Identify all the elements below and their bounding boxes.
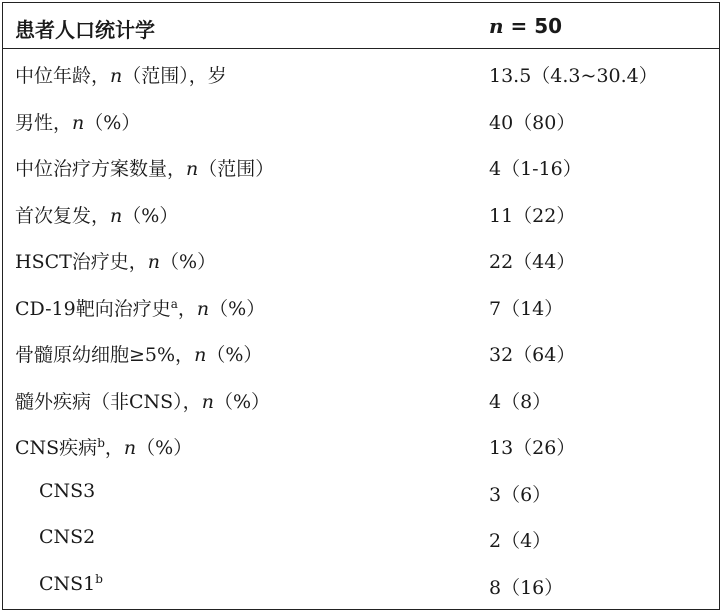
row-label — [15, 294, 265, 321]
row-value: 13.5（4.3~30.4） — [489, 65, 658, 87]
row-value: 11（22） — [489, 204, 576, 227]
table-row — [3, 98, 719, 145]
row-label — [39, 526, 95, 548]
row-label-unit: （%） — [136, 437, 193, 459]
row-value: 32（64） — [489, 344, 576, 366]
row-label-text: CNS2 — [39, 526, 96, 548]
table-body — [3, 51, 719, 609]
n-symbol: n — [110, 204, 123, 227]
n-symbol: n — [123, 437, 137, 459]
table-row — [3, 191, 719, 238]
table-row — [3, 284, 719, 331]
table-row — [3, 237, 719, 284]
n-symbol: n — [201, 390, 214, 413]
row-label — [15, 154, 274, 181]
row-label — [15, 201, 178, 228]
row-value: 22（44） — [489, 251, 576, 273]
row-label-unit: （范围），岁 — [122, 65, 227, 87]
row-label-text: 男性， — [15, 111, 73, 134]
header-label: 患者人口统计学 — [15, 18, 155, 42]
row-value: 13（26） — [489, 437, 576, 459]
row-label-unit: （范围） — [198, 158, 275, 180]
n-symbol: n — [147, 251, 161, 273]
row-label-unit: （%） — [84, 111, 141, 134]
table-row — [3, 144, 719, 191]
n-symbol: n — [110, 65, 123, 87]
n-symbol: n — [194, 344, 207, 366]
row-value: 2（4） — [489, 530, 552, 552]
table-row — [3, 563, 719, 610]
row-label — [39, 480, 95, 502]
row-value: 4（8） — [489, 390, 552, 413]
row-label-text: 髓外疾病（非CNS）， — [15, 390, 202, 413]
table-row — [3, 516, 719, 563]
row-label-unit: （%） — [206, 344, 263, 366]
row-value: 8（16） — [489, 576, 564, 599]
table-header — [3, 3, 719, 49]
row-label-text: 中位治疗方案数量， — [15, 158, 187, 180]
row-label-text: CD-19靶向治疗史 — [15, 297, 171, 320]
row-label-text: 中位年龄， — [15, 65, 111, 87]
row-label-unit: （%） — [213, 390, 270, 413]
header-n-symbol: n — [489, 14, 504, 38]
demographics-table — [2, 2, 720, 610]
row-label-text: CNS疾病 — [15, 437, 98, 459]
table-row — [3, 470, 719, 517]
table-row — [3, 377, 719, 424]
row-label-unit: （%） — [160, 251, 217, 273]
n-symbol: n — [196, 297, 210, 320]
row-label — [15, 387, 270, 414]
footnote-marker: b — [97, 436, 105, 450]
row-label-text: CNS3 — [39, 479, 96, 502]
row-label — [39, 573, 103, 595]
footnote-marker: b — [95, 571, 103, 586]
n-symbol: n — [186, 158, 199, 180]
row-label-text: CNS1 — [39, 572, 96, 595]
row-label-unit: （%） — [209, 297, 266, 320]
row-value: 7（14） — [489, 297, 564, 320]
footnote-marker: a — [170, 296, 178, 311]
row-label-unit: （%） — [122, 204, 179, 227]
header-n-value: = 50 — [503, 14, 563, 38]
table-row — [3, 51, 719, 98]
row-label — [15, 108, 140, 135]
row-value: 4（1-16） — [489, 158, 582, 180]
row-value: 40（80） — [489, 111, 576, 134]
table-row — [3, 423, 719, 470]
table-row — [3, 330, 719, 377]
row-label — [15, 61, 227, 88]
row-label-text: 首次复发， — [15, 204, 111, 227]
row-value: 3（6） — [489, 483, 552, 506]
row-label-separator: ， — [104, 437, 124, 459]
row-label — [15, 433, 192, 460]
row-label-separator: ， — [177, 297, 197, 320]
row-label — [15, 247, 216, 274]
n-symbol: n — [72, 111, 85, 134]
row-label-text: 骨髓原幼细胞≥5%， — [15, 344, 195, 366]
header-count — [489, 14, 562, 38]
row-label-text: HSCT治疗史， — [15, 251, 148, 273]
row-label — [15, 340, 262, 367]
